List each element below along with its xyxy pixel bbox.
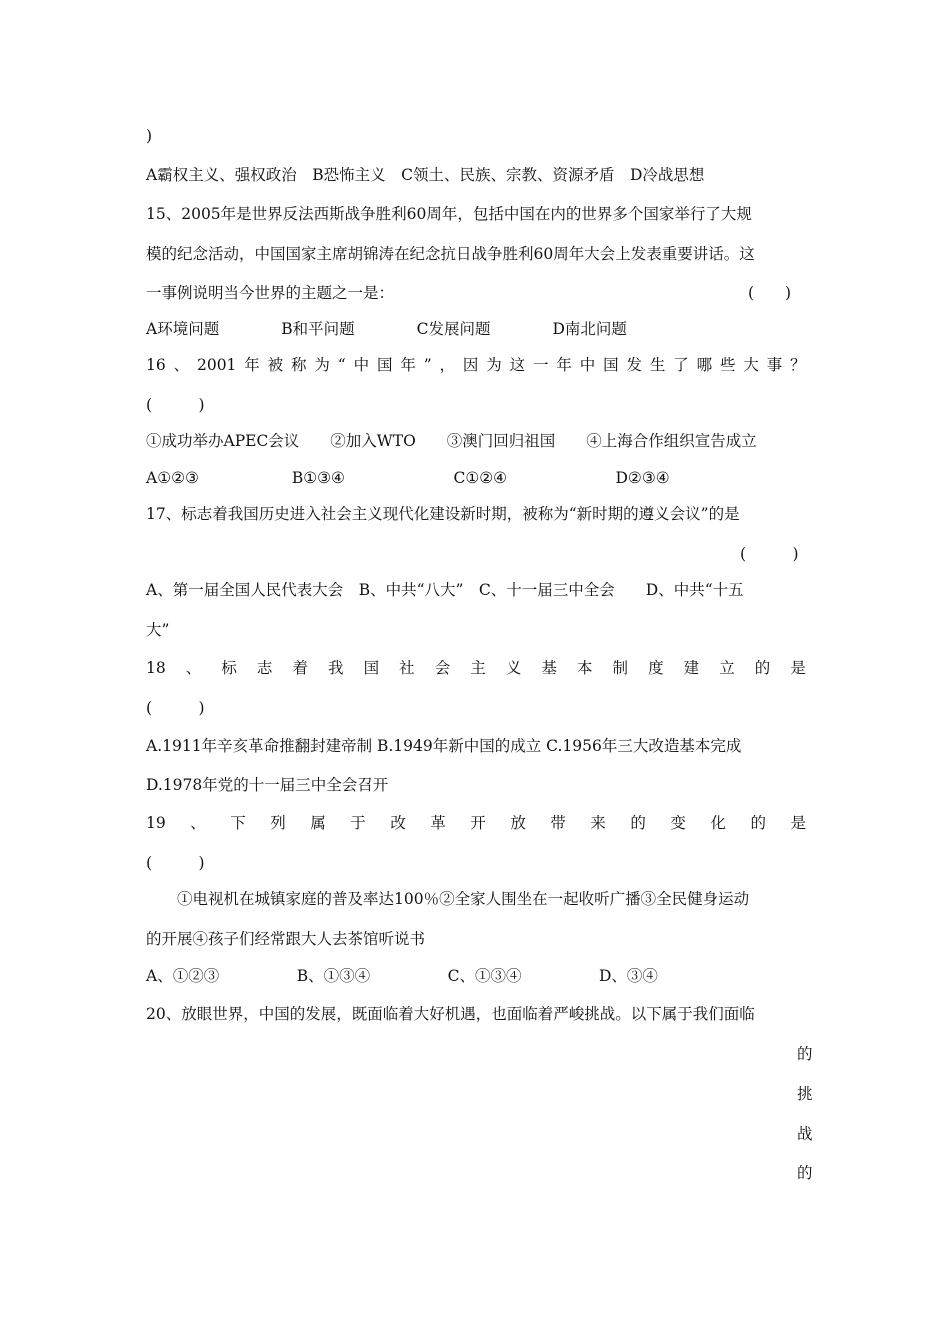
q19a-char: 改	[390, 814, 406, 832]
q20-vertical-char-4: 的	[797, 1164, 813, 1182]
q16a-char: 一	[533, 356, 549, 374]
q15-line-2: 模的纪念活动，中国国家主席胡锦涛在纪念抗日战争胜利60周年大会上发表重要讲话。这	[146, 245, 755, 263]
q16a-char: 国	[603, 356, 619, 374]
q18a-char: 是	[790, 659, 806, 677]
q19a-char: 是	[790, 814, 806, 832]
q16a-char: 16	[146, 356, 166, 374]
q16a-char: ，	[439, 356, 456, 374]
q16a-char: 称	[291, 356, 307, 374]
q19a-char: 放	[510, 814, 526, 832]
q17-options-cont: 大”	[146, 621, 170, 639]
q18-line-1	[146, 658, 806, 678]
q18a-char: 国	[363, 659, 380, 677]
q16a-char: 2001	[196, 356, 237, 374]
q16a-char: 些	[720, 356, 736, 374]
q20-vertical-char-1: 的	[797, 1045, 813, 1063]
q18a-char: 18	[146, 659, 166, 677]
q18a-char: 基	[541, 659, 557, 677]
q14-options: A霸权主义、强权政治 B恐怖主义 C领土、民族、宗教、资源矛盾 D冷战思想	[146, 166, 705, 184]
q19a-char: 化	[710, 814, 726, 832]
q16a-char: 国	[376, 356, 393, 374]
q18-options-1: A.1911年辛亥革命推翻封建帝制 B.1949年新中国的成立 C.1956年三大改造基本完成	[146, 737, 742, 755]
q16a-char: “	[337, 356, 346, 374]
q19a-char: 19	[146, 814, 166, 832]
q16a-char: 中	[353, 356, 370, 374]
q19a-char: 带	[550, 814, 566, 832]
q16a-char: 了	[673, 356, 689, 374]
q18a-char: 主	[470, 659, 486, 677]
q16a-char: 年	[556, 356, 572, 374]
q16a-char: 为	[314, 356, 330, 374]
q19a-char: 革	[430, 814, 446, 832]
q19a-char: 、	[190, 814, 206, 832]
q16a-char: 中	[579, 356, 596, 374]
line-close-paren: )	[146, 127, 153, 145]
q19-options: A、①②③ B、①③④ C、①③④ D、③④	[146, 967, 658, 985]
q19a-char: 的	[750, 814, 766, 832]
q16a-char: 大	[743, 356, 759, 374]
q19-line-3: 的开展④孩子们经常跟大人去茶馆听说书	[146, 930, 426, 948]
q16a-char: ”	[423, 356, 432, 374]
q19a-char: 属	[310, 814, 326, 832]
q17-options: A、第一届全国人民代表大会 B、中共“八大” C、十一届三中全会 D、中共“十五	[146, 581, 744, 599]
q16-items: ①成功举办APEC会议 ②加入WTO ③澳门回归祖国 ④上海合作组织宣告成立	[146, 432, 757, 450]
q19a-char: 开	[470, 814, 486, 832]
q15-line-1: 15、2005年是世界反法西斯战争胜利60周年，包括中国在内的世界多个国家举行了大规	[146, 205, 752, 223]
q16a-char: 年	[400, 356, 416, 374]
q20-vertical-char-2: 挑	[797, 1085, 813, 1103]
q18a-char: 会	[434, 659, 451, 677]
q19-answer-paren: ( )	[146, 854, 205, 872]
q18a-char: 度	[648, 659, 664, 677]
q18-answer-paren: ( )	[146, 699, 205, 717]
q18a-char: 建	[683, 659, 700, 677]
q16-options: A①②③ B①③④ C①②④ D②③④	[146, 469, 670, 487]
q16a-char: ？	[790, 356, 806, 374]
q16a-char: 生	[649, 356, 666, 374]
q18a-char: 本	[576, 659, 593, 677]
q15-options: A环境问题 B和平问题 C发展问题 D南北问题	[146, 320, 627, 338]
q19a-char: 列	[270, 814, 286, 832]
q16a-char: 发	[626, 356, 643, 374]
q18a-char: 义	[505, 659, 522, 677]
q18a-char: 着	[292, 659, 308, 677]
q17-answer-paren: ( )	[740, 545, 799, 563]
q18a-char: 的	[754, 659, 771, 677]
q15-answer-paren: ( )	[748, 284, 792, 302]
q16a-char: 为	[486, 356, 502, 374]
q18a-char: 社	[399, 659, 415, 677]
q16a-char: 哪	[696, 356, 713, 374]
q18-options-2: D.1978年党的十一届三中全会召开	[146, 776, 389, 794]
q16a-char: 被	[267, 356, 284, 374]
q19-line-1	[146, 813, 806, 833]
q19a-char: 于	[350, 814, 366, 832]
q18a-char: 、	[185, 659, 202, 677]
q16a-char: 这	[509, 356, 526, 374]
q19a-char: 的	[630, 814, 646, 832]
q16-answer-paren: ( )	[146, 396, 205, 414]
q19a-char: 下	[230, 814, 246, 832]
q20-line-1: 20、放眼世界，中国的发展，既面临着大好机遇，也面临着严峻挑战。以下属于我们面临	[146, 1005, 755, 1023]
q18a-char: 志	[256, 659, 273, 677]
q16-line-1	[146, 355, 806, 375]
q19-line-2: ①电视机在城镇家庭的普及率达100％②全家人围坐在一起收听广播③全民健身运动	[146, 890, 750, 908]
q18a-char: 我	[328, 659, 344, 677]
q17-line-1: 17、标志着我国历史进入社会主义现代化建设新时期，被称为“新时期的遵义会议”的是	[146, 505, 740, 523]
q18a-char: 制	[612, 659, 629, 677]
q20-vertical-char-3: 战	[797, 1125, 813, 1143]
q18a-char: 立	[719, 659, 735, 677]
q16a-char: 、	[173, 356, 190, 374]
q16a-char: 事	[766, 356, 783, 374]
q19a-char: 来	[590, 814, 606, 832]
q16a-char: 因	[462, 356, 479, 374]
q19a-char: 变	[670, 814, 686, 832]
q18a-char: 标	[221, 659, 237, 677]
q15-line-3: 一事例说明当今世界的主题之一是：	[146, 284, 395, 302]
q16a-char: 年	[244, 356, 260, 374]
